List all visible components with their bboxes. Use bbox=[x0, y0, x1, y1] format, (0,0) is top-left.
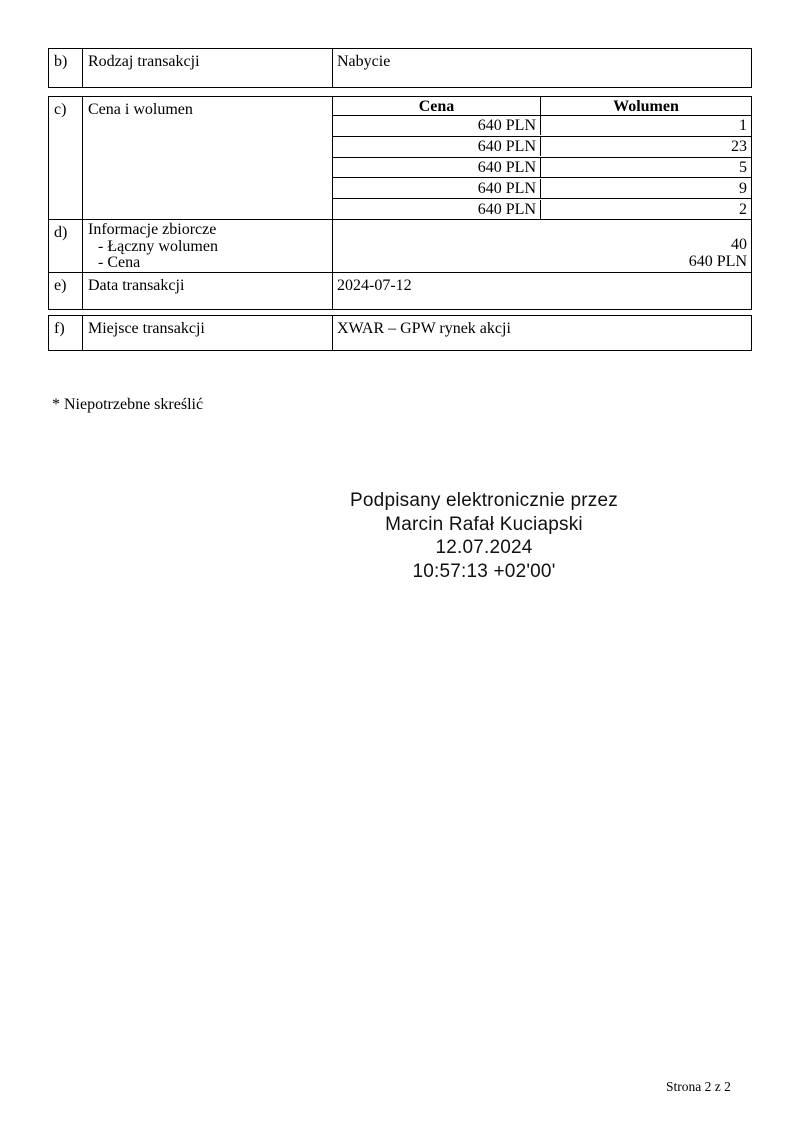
price-row bbox=[333, 199, 751, 219]
table-group-cde bbox=[48, 96, 752, 310]
row-b-letter: b) bbox=[49, 49, 83, 87]
price-cell: 640 PLN bbox=[333, 158, 541, 177]
aggregate-price-value: 640 PLN bbox=[688, 252, 747, 270]
price-row bbox=[333, 137, 751, 158]
electronic-signature bbox=[284, 489, 684, 583]
row-d-label bbox=[83, 220, 333, 272]
row-b-label: Rodzaj transakcji bbox=[83, 49, 333, 87]
table-row-b bbox=[48, 48, 752, 88]
volume-cell: 23 bbox=[731, 138, 747, 156]
table-row-d bbox=[49, 220, 751, 273]
subtable-header bbox=[333, 97, 751, 116]
page-number: Strona 2 z 2 bbox=[666, 1079, 731, 1094]
price-row bbox=[333, 178, 751, 199]
volume-cell: 9 bbox=[739, 179, 747, 197]
footnote: * Niepotrzebne skreślić bbox=[52, 396, 204, 413]
table-row-c bbox=[49, 97, 751, 220]
row-c-letter: c) bbox=[49, 97, 83, 219]
signature-time: 10:57:13 +02'00' bbox=[412, 560, 556, 582]
signature-name: Marcin Rafał Kuciapski bbox=[385, 513, 583, 535]
price-row bbox=[333, 158, 751, 179]
row-d-values bbox=[333, 220, 751, 272]
row-e-letter: e) bbox=[49, 273, 83, 309]
price-cell: 640 PLN bbox=[333, 179, 541, 198]
row-f-label: Miejsce transakcji bbox=[83, 316, 333, 350]
row-f-letter: f) bbox=[49, 316, 83, 350]
row-d-letter: d) bbox=[49, 220, 83, 272]
volume-cell: 5 bbox=[739, 158, 747, 176]
volume-cell: 1 bbox=[739, 117, 747, 135]
signature-line-1: Podpisany elektronicznie przez bbox=[350, 490, 618, 511]
row-d-label-price: - Cena bbox=[98, 254, 141, 271]
signature-date: 12.07.2024 bbox=[435, 537, 533, 558]
row-e-label: Data transakcji bbox=[83, 273, 333, 309]
transaction-table bbox=[48, 48, 752, 351]
row-b-value: Nabycie bbox=[337, 53, 391, 70]
total-volume-value: 40 bbox=[731, 236, 747, 253]
row-e-value: 2024-07-12 bbox=[337, 277, 412, 294]
row-f-value: XWAR – GPW rynek akcji bbox=[337, 320, 511, 337]
row-d-label-volume: - Łączny wolumen bbox=[98, 237, 218, 255]
price-row bbox=[333, 116, 751, 137]
row-d-label-title: Informacje zbiorcze bbox=[88, 221, 217, 238]
row-c-label: Cena i wolumen bbox=[83, 97, 333, 219]
table-row-f bbox=[48, 315, 752, 351]
price-cell: 640 PLN bbox=[333, 137, 541, 156]
column-header-cena: Cena bbox=[333, 97, 541, 115]
volume-cell: 2 bbox=[739, 200, 747, 218]
column-header-wolumen: Wolumen bbox=[613, 98, 679, 115]
price-volume-subtable bbox=[333, 97, 751, 219]
price-cell: 640 PLN bbox=[333, 116, 541, 135]
price-cell: 640 PLN bbox=[333, 200, 541, 219]
table-row-e bbox=[49, 273, 751, 309]
